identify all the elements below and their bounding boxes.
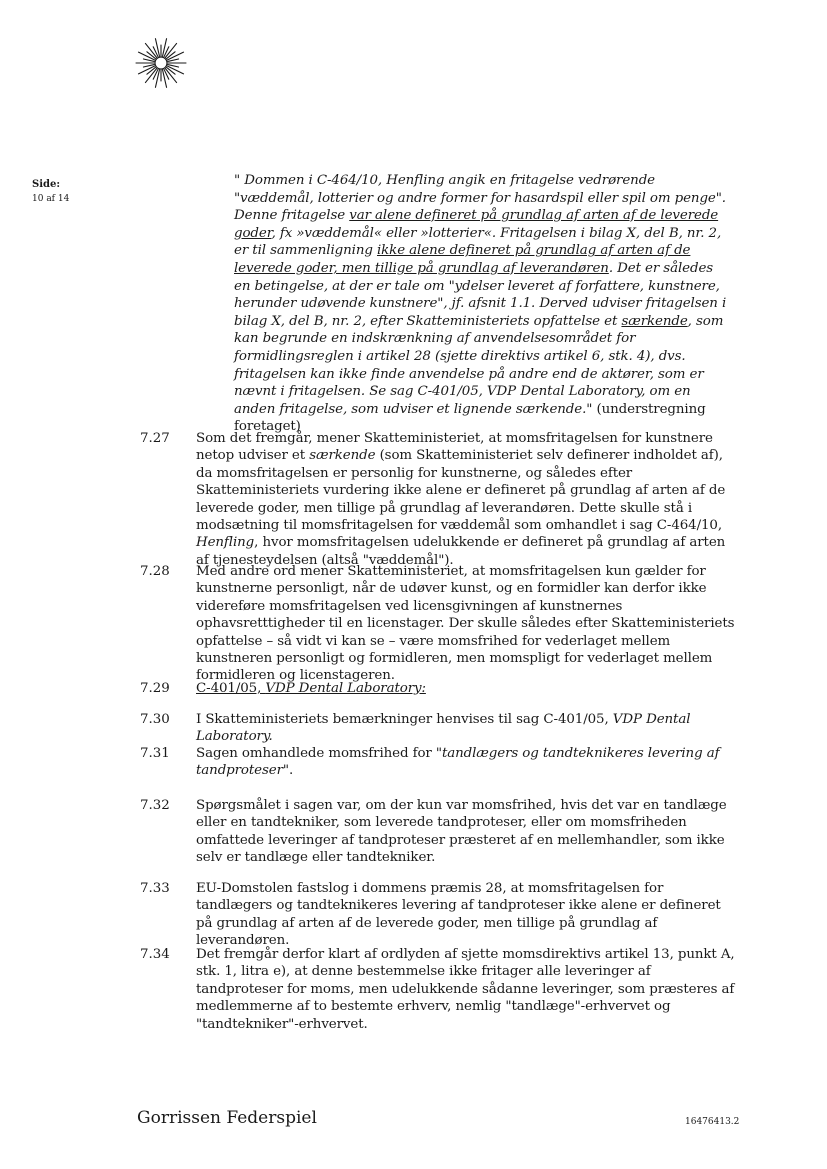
underlined-phrase: var alene defineret på grundlag af arten af de leverede goder	[234, 208, 719, 241]
paragraph-text: Som det fremgår, mener Skatteministeriet, at momsfritagelsen for kunstnere netop udviser et særkende (som Skatteministeriet selv definerer indholdet af), da momsfritagelsen er personlig for kunstnerne, og således efter Skatteministeriets vurdering ikke alene er defineret på grundlag af arten af de leverede goder, men tillige på grundlag af leverandøren. Dette skulle stå i modsætning til momsfritagelsen for væddemål som omhandlet i sag C-464/10, Henfling, hvor momsfritagelsen udelukkende er defineret på grundlag af arten af tjenesteydelsen (altså "væddemål").	[196, 431, 726, 568]
underlined-phrase: særkende	[621, 313, 688, 329]
section-heading: C-401/05, VDP Dental Laboratory:	[196, 681, 426, 696]
paragraph-number: 7.34	[140, 947, 170, 962]
paragraph-number: 7.33	[140, 881, 170, 896]
document-id: 16476413.2	[685, 1117, 740, 1127]
paragraph-number: 7.28	[140, 564, 170, 579]
side-label: Side:	[32, 179, 61, 190]
quote-text: " Dommen i C-464/10, Henfling angik en fritagelse vedrørende "væddemål, lotterier og andre former for hasardspil eller spil om penge". Denne fritagelse var alene defineret på grundlag af arten af de leverede goder, fx »væddemål« eller »lotterier«. Fritagelsen i bilag X, del B, nr. 2, er til sammenligning ikke alene defineret på grundlag af arten af de leverede goder, men tillige på grundlag af leverandøren. Det er således en betingelse, at der er tale om "ydelser leveret af forfattere, kunstnere, herunder udøvende kunstnere", jf. afsnit 1.1. Derved udviser fritagelsen i bilag X, del B, nr. 2, efter Skatteministeriets opfattelse et særkende, som kan begrunde en indskrænkning af anvendelsesområdet for formidlingsreglen i artikel 28 (sjette direktivs artikel 6, stk. 4), dvs. fritagelsen kan ikke finde anvendelse på andre end de aktører, som er nævnt i fritagelsen. Se sag C-401/05, VDP Dental Laboratory, om en anden fritagelse, som udviser et lignende særkende."	[234, 173, 727, 417]
paragraph-text: Med andre ord mener Skatteministeriet, at momsfritagelsen kun gælder for kunstnerne personligt, når de udøver kunst, og en formidler kan derfor ikke videreføre momsfritagelsen ved licensgivningen af kunstnernes ophavsretttigheder til en licenstager. Der skulle således efter Skatteministeriets opfattelse – så vidt vi kan se – være momsfrihed for vederlaget mellem kunstneren personligt og formidleren, men momspligt for vederlaget mellem formidleren og licenstageren.	[196, 564, 735, 684]
paragraph-number: 7.31	[140, 746, 170, 761]
page-number: 10 af 14	[32, 194, 70, 204]
paragraph-number: 7.32	[140, 798, 170, 813]
underlined-phrase: ikke alene defineret på grundlag af arten af de leverede goder, men tillige på grundlag af leverandøren	[234, 243, 691, 276]
paragraph-text: Det fremgår derfor klart af ordlyden af sjette momsdirektivs artikel 13, punkt A, stk. 1, litra e), at denne bestemmelse ikke fritager alle leveringer af tandproteser for moms, men udelukkende sådanne leveringer, som præsteres af medlemmerne af to bestemte erhverv, nemlig "tandlæge"-erhvervet og "tandtekniker"-erhvervet.	[196, 947, 735, 1032]
paragraph-number: 7.30	[140, 712, 170, 727]
paragraph-text: EU-Domstolen fastslog i dommens præmis 28, at momsfritagelsen for tandlægers og tandteknikeres levering af tandproteser ikke alene er defineret på grundlag af arten af de leverede goder, men tillige på grundlag af leverandøren.	[196, 881, 721, 949]
paragraph-text: Spørgsmålet i sagen var, om der kun var momsfrihed, hvis det var en tandlæge eller en tandtekniker, som leverede tandproteser, eller om momsfriheden omfattede leveringer af tandproteser præsteret af en mellemhandler, som ikke selv er tandlæge eller tandtekniker.	[196, 798, 727, 866]
block-quote	[234, 172, 730, 436]
paragraph-text: Sagen omhandlede momsfrihed for "tandlægers og tandteknikeres levering af tandproteser".	[196, 746, 720, 779]
quote-tail: (understregning foretaget)	[234, 401, 706, 435]
sunburst-logo-icon	[134, 36, 188, 90]
footer-firm-name: Gorrissen Federspiel	[137, 1108, 317, 1128]
paragraph-text: I Skatteministeriets bemærkninger henvises til sag C-401/05, VDP Dental Laboratory.	[196, 712, 691, 745]
paragraph-number: 7.29	[140, 681, 170, 696]
paragraph-number: 7.27	[140, 431, 170, 446]
